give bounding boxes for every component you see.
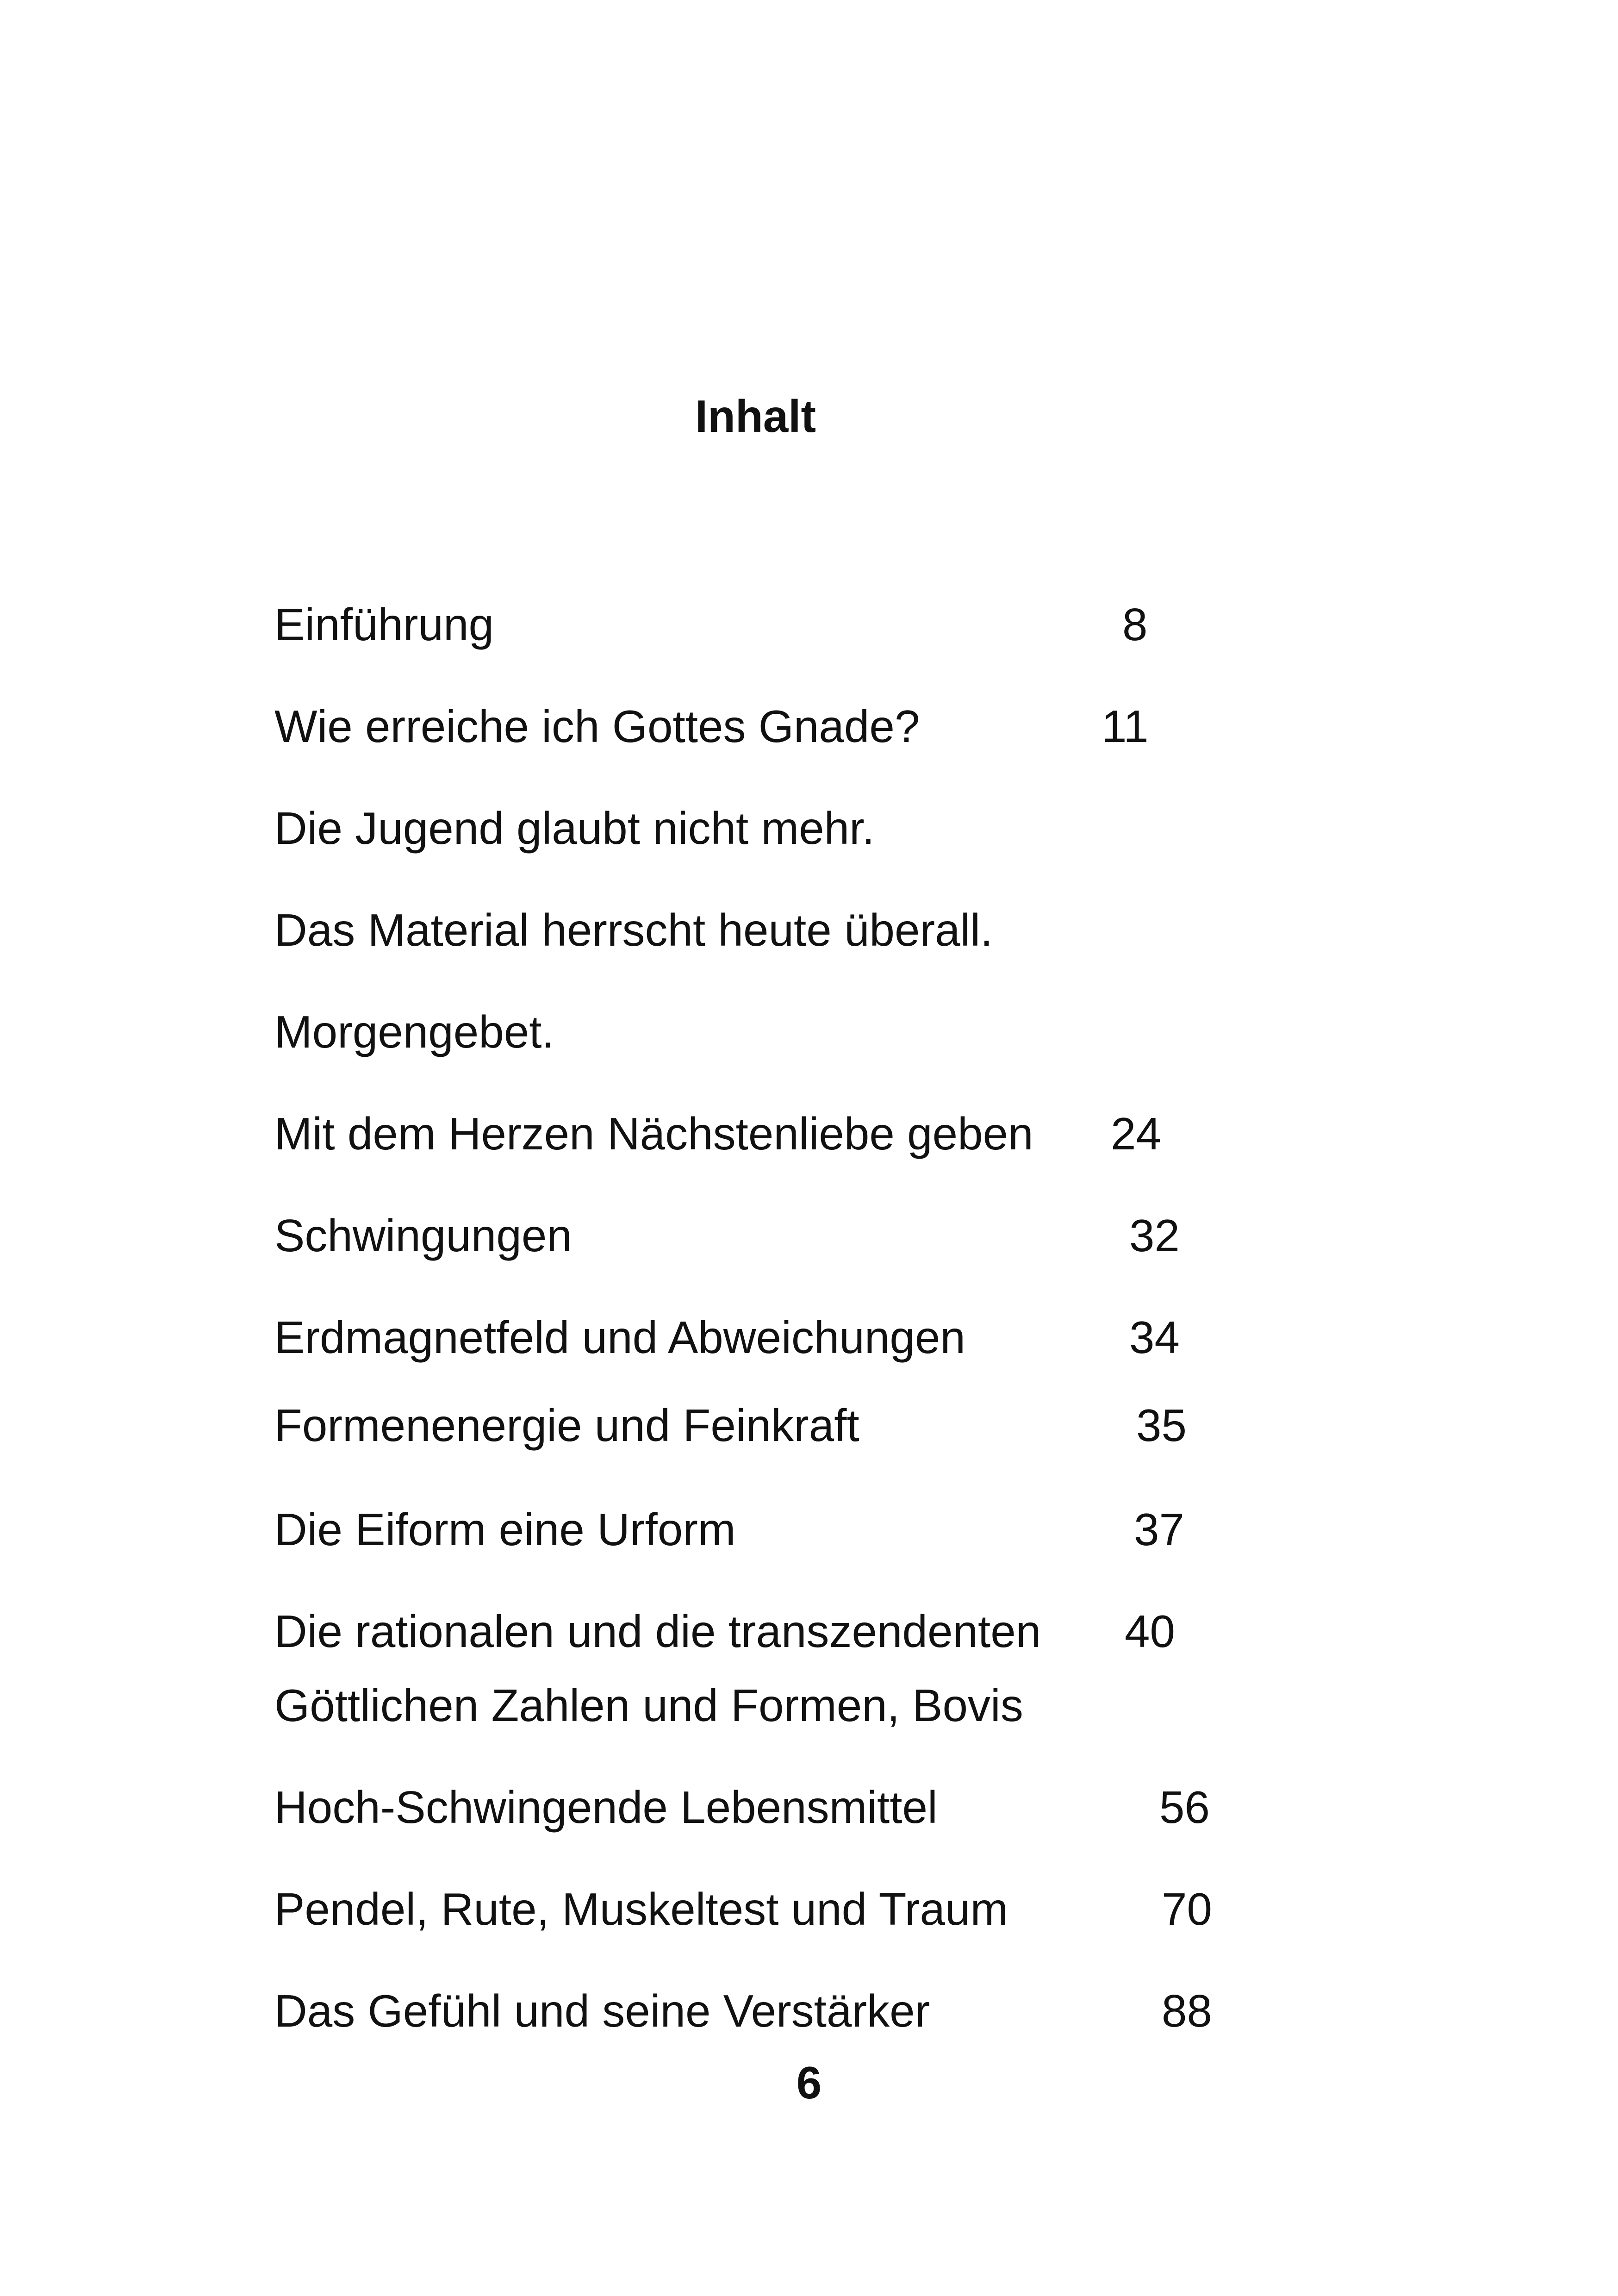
toc-entry-title: Erdmagnetfeld und Abweichungen [274,1312,965,1363]
toc-entry-title: Morgengebet. [274,1006,554,1057]
toc-entry-page: 70 [1162,1884,1213,1934]
toc-entry-title: Die rationalen und die transzendenten [274,1606,1041,1657]
toc-entry-title: Hoch-Schwingende Lebensmittel [274,1782,938,1833]
toc-entry-page: 8 [1122,599,1148,650]
toc-entry-title: Wie erreiche ich Gottes Gnade? [274,701,920,752]
toc-entry-page: 40 [1125,1606,1176,1657]
toc-entry-title: Formenenergie und Feinkraft [274,1400,859,1451]
toc-entry-page: 11 [1101,701,1149,752]
toc-entry-title: Mit dem Herzen Nächstenliebe geben [274,1108,1033,1159]
toc-entry-page: 24 [1111,1108,1162,1159]
toc-entry-title: Einführung [274,599,494,650]
toc-entry-title: Schwingungen [274,1210,572,1261]
page-title: Inhalt [695,391,816,442]
toc-entry-title: Das Material herrscht heute überall. [274,905,993,955]
page-number: 6 [796,2057,822,2108]
toc-entry-page: 56 [1159,1782,1210,1833]
toc-entry-title: Göttlichen Zahlen und Formen, Bovis [274,1680,1023,1731]
toc-entry-page: 32 [1129,1210,1180,1261]
toc-entry-title: Pendel, Rute, Muskeltest und Traum [274,1884,1008,1934]
toc-entry-page: 88 [1162,1985,1213,2036]
toc-entry-title: Das Gefühl und seine Verstärker [274,1985,930,2036]
toc-entry-title: Die Eiform eine Urform [274,1504,736,1555]
toc-entry-page: 34 [1129,1312,1180,1363]
toc-entry-title: Die Jugend glaubt nicht mehr. [274,803,875,854]
toc-entry-page: 35 [1136,1400,1187,1451]
toc-entry-page: 37 [1134,1504,1185,1555]
